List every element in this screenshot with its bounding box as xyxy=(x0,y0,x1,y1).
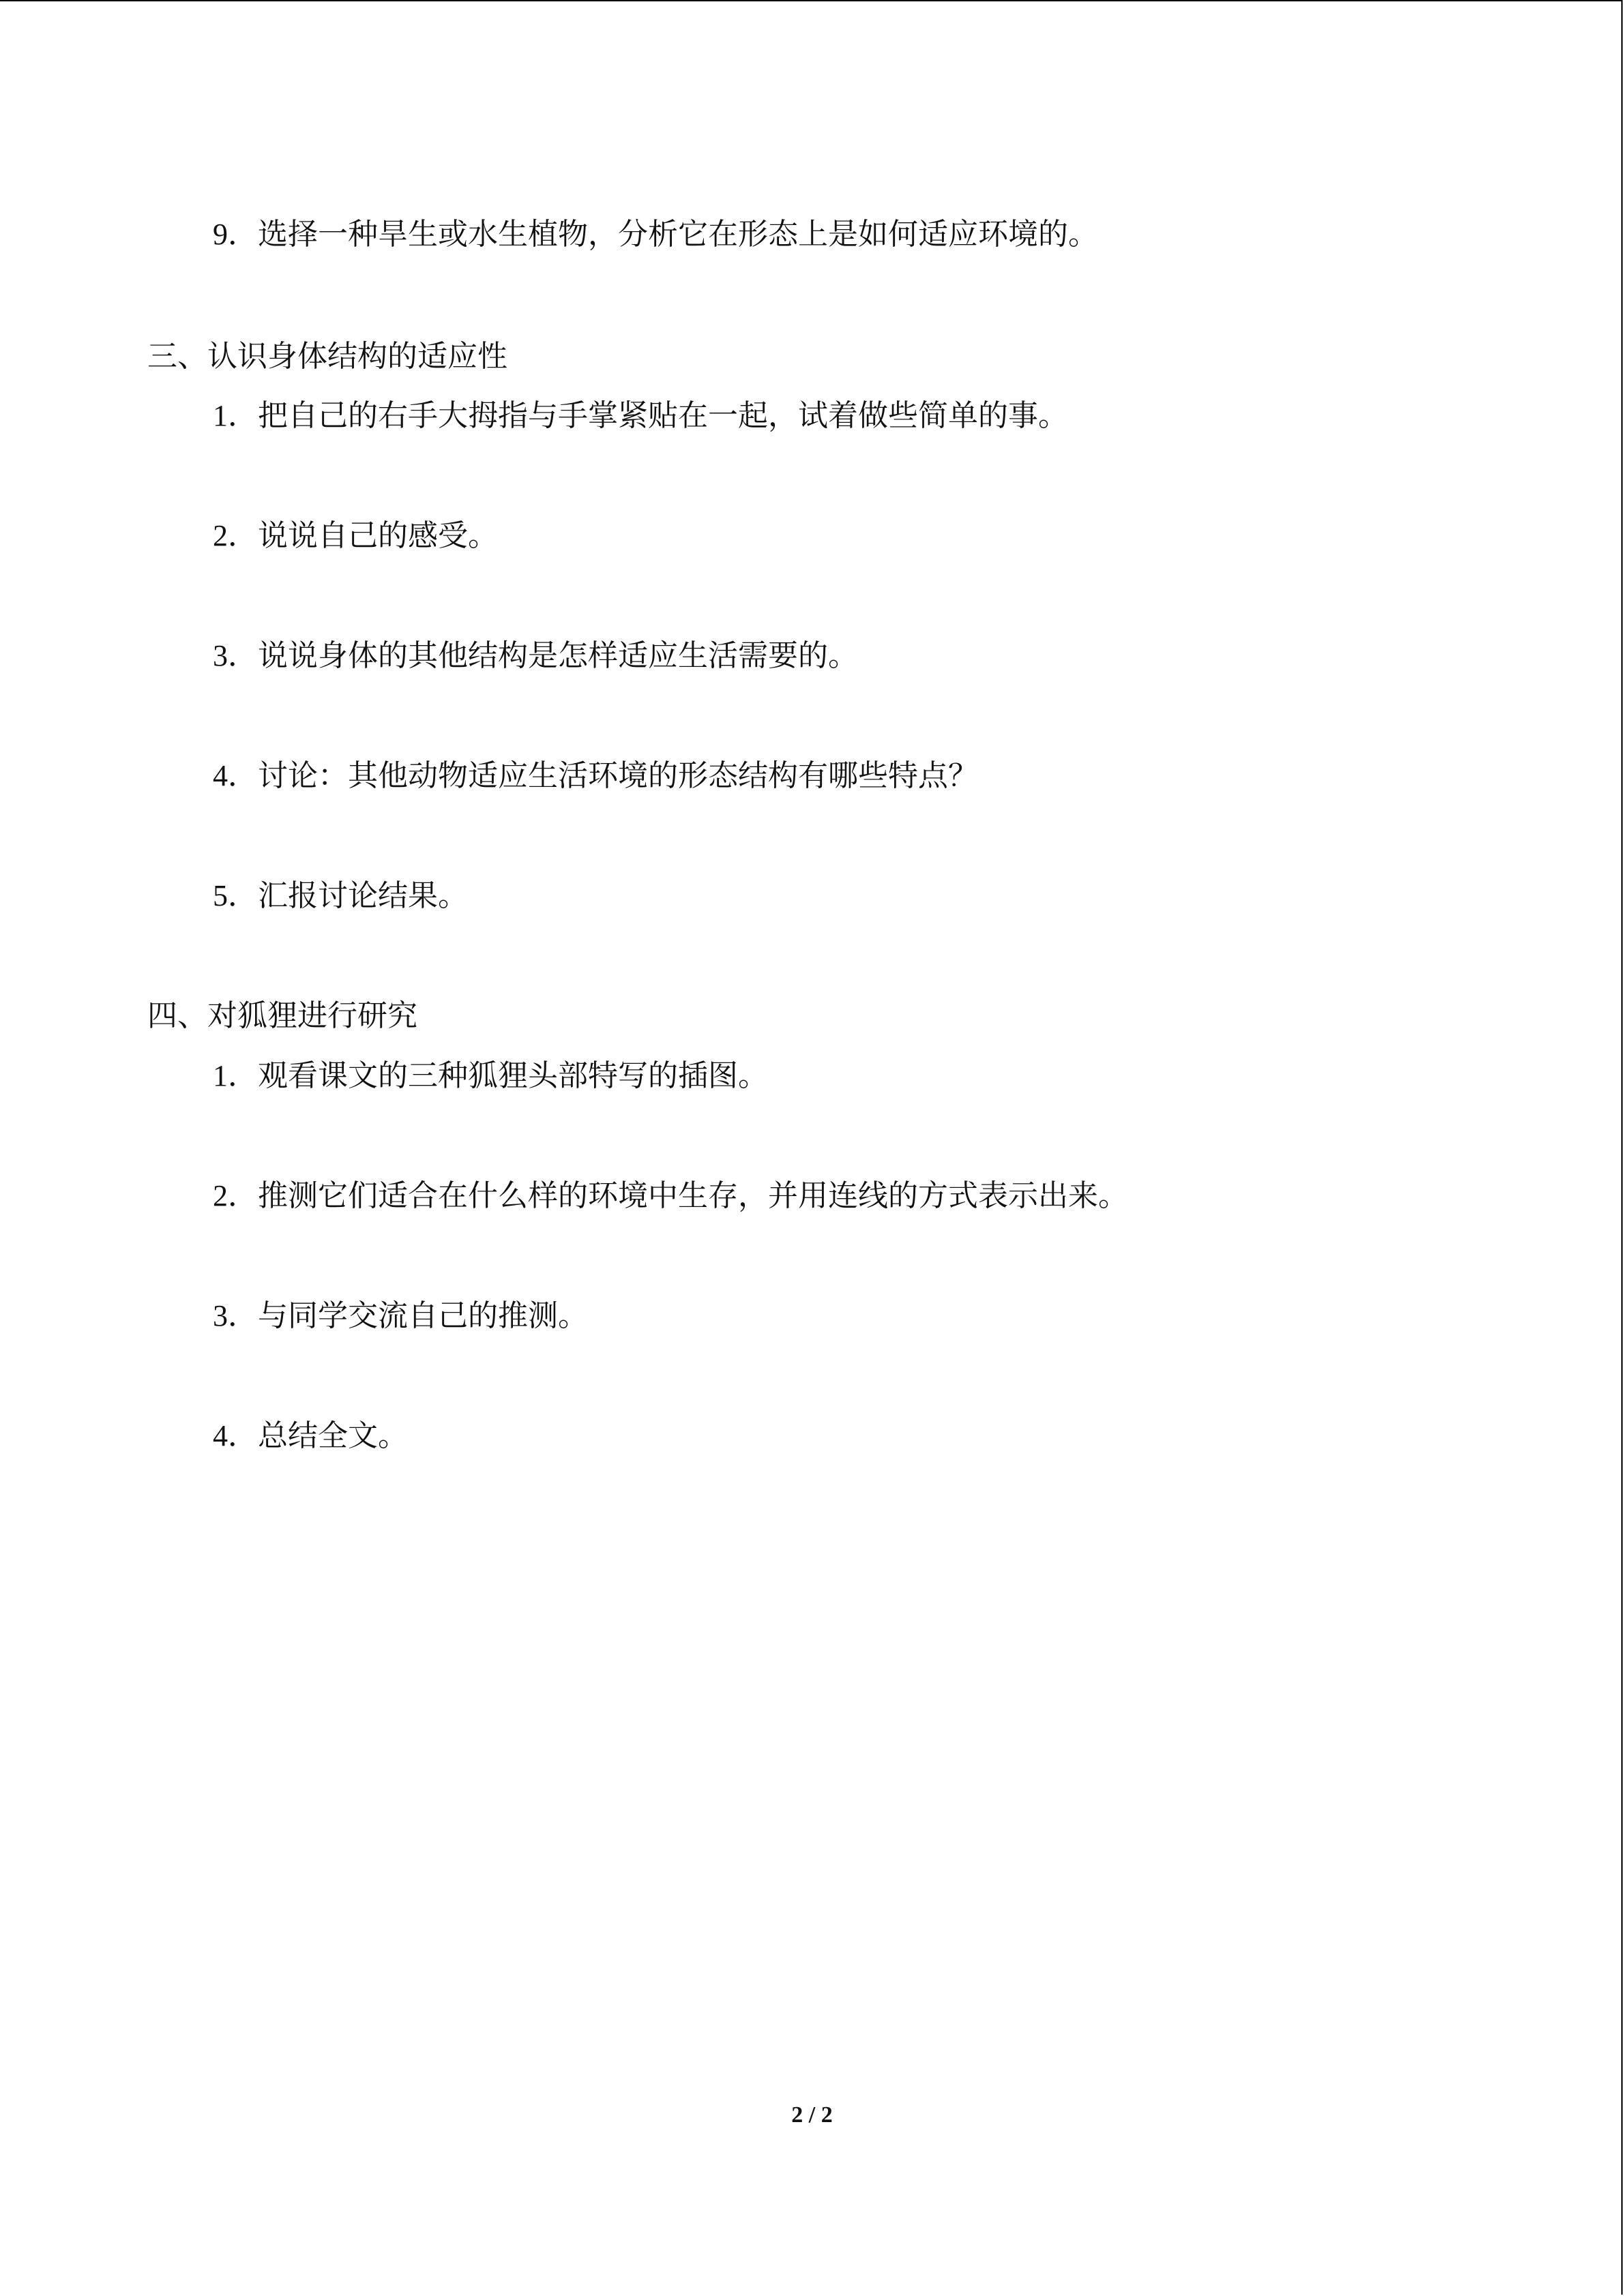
item-text: 总结全文。 xyxy=(258,1418,408,1453)
item-number: 5． xyxy=(213,879,258,912)
list-item-4-3 xyxy=(213,1297,588,1335)
list-item-4-4 xyxy=(213,1417,408,1455)
list-item-4-1 xyxy=(213,1057,768,1095)
section-heading-3: 三、认识身体结构的适应性 xyxy=(147,339,507,374)
list-item-3-2 xyxy=(213,517,498,555)
list-item-3-3 xyxy=(213,637,858,675)
item-number: 9． xyxy=(213,218,258,251)
item-text: 说说自己的感受。 xyxy=(258,518,498,553)
item-text: 汇报讨论结果。 xyxy=(258,878,468,913)
page-number: 2 / 2 xyxy=(791,2102,833,2128)
item-number: 3． xyxy=(213,1299,258,1332)
list-item-4-2 xyxy=(213,1177,1128,1215)
item-number: 2． xyxy=(213,1179,258,1212)
item-number: 1． xyxy=(213,1059,258,1092)
item-text: 把自己的右手大拇指与手掌紧贴在一起，试着做些简单的事。 xyxy=(258,398,1068,433)
section-heading-4: 四、对狐狸进行研究 xyxy=(147,998,417,1033)
item-text: 说说身体的其他结构是怎样适应生活需要的。 xyxy=(258,638,858,673)
item-number: 2． xyxy=(213,519,258,552)
item-text: 选择一种旱生或水生植物，分析它在形态上是如何适应环境的。 xyxy=(258,217,1098,252)
list-item-3-5 xyxy=(213,877,468,915)
item-number: 1． xyxy=(213,399,258,432)
list-item-3-1 xyxy=(213,397,1068,435)
item-number: 3． xyxy=(213,639,258,672)
item-number: 4． xyxy=(213,1419,258,1452)
item-text: 与同学交流自己的推测。 xyxy=(258,1298,588,1333)
item-text: 讨论：其他动物适应生活环境的形态结构有哪些特点？ xyxy=(258,758,978,793)
item-number: 4． xyxy=(213,759,258,792)
item-text: 推测它们适合在什么样的环境中生存，并用连线的方式表示出来。 xyxy=(258,1178,1128,1213)
item-text: 观看课文的三种狐狸头部特写的插图。 xyxy=(258,1058,768,1093)
list-item-3-4 xyxy=(213,757,978,795)
list-item-9 xyxy=(213,215,1098,254)
